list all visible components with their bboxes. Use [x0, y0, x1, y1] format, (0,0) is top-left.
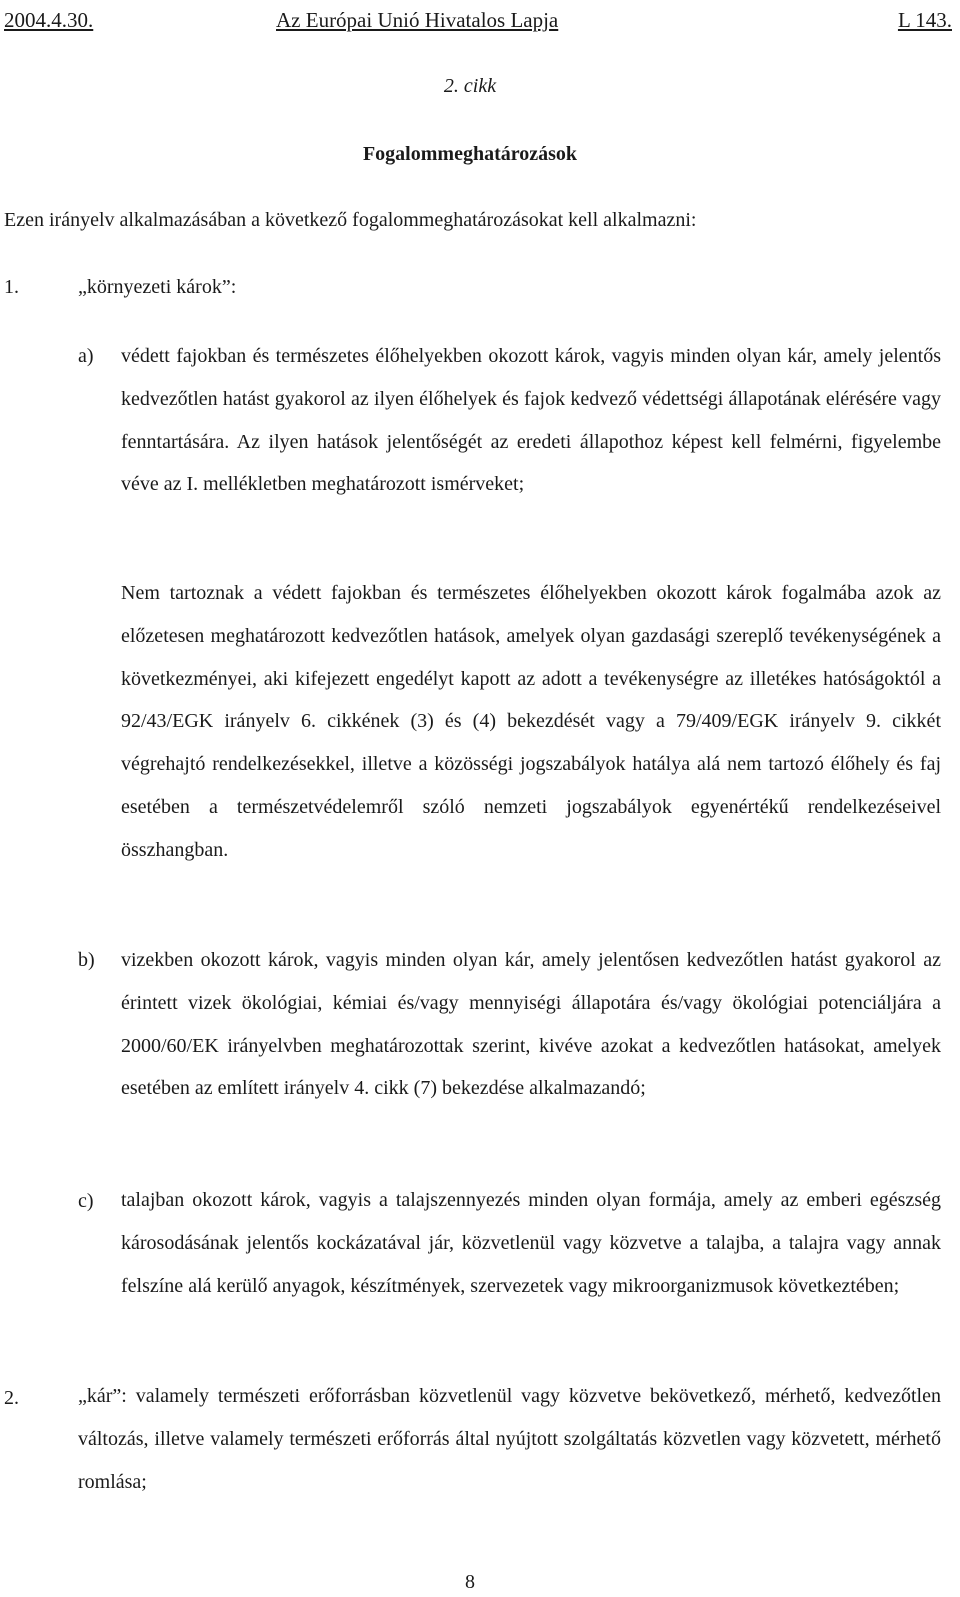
header-journal-title: Az Európai Unió Hivatalos Lapja — [276, 8, 559, 32]
page-number: 8 — [465, 1571, 475, 1593]
item-letter-c: c) — [78, 1190, 94, 1212]
definition-2-text: „kár”: valamely természeti erőforrásban közvetlenül vagy közvetve bekövetkező, mérhető, kedvezőtlen változás, illetve valamely természeti erőforrás által nyújtott szolgáltatás közvetlen vagy közvetett, mérhető romlása; — [78, 1385, 941, 1493]
definition-term: „környezeti károk”: — [78, 276, 237, 298]
definition-number: 1. — [4, 276, 19, 298]
item-a-paragraph-2: Nem tartoznak a védett fajokban és természetes élőhelyekben okozott károk fogalmába azok az előzetesen meghatározott kedvezőtlen hatások, amelyek olyan gazdasági szereplő tevékenységének a következményei, aki kifejezett engedélyt kapott az adott a tevékenységre az illetékes hatóságoktól a 92/43/EGK irányelv 6. cikkének (3) és (4) bekezdését vagy a 79/409/EGK irányelv 9. cikkét végrehajtó rendelkezésekkel, illetve a közösségi jogszabályok hatálya alá nem tartozó élőhely és faj esetében a természetvédelemről szóló nemzeti jogszabályok egyenértékű rendelkezéseivel összhangban. — [121, 582, 941, 861]
definition-number: 2. — [4, 1387, 19, 1409]
item-letter-b: b) — [78, 949, 95, 971]
article-number: 2. cikk — [443, 75, 497, 97]
article-title: Fogalommeghatározások — [362, 143, 578, 165]
header-date: 2004.4.30. — [4, 8, 94, 32]
header-issue-number: L 143. — [897, 8, 952, 32]
item-c-paragraph: talajban okozott károk, vagyis a talajszennyezés minden olyan formája, amely az emberi egészség károsodásának jelentős kockázatával jár, közvetlenül vagy közvetve a talajba, a talajra vagy annak felszíne alá kerülő anyagok, készítmények, szervezetek vagy mikroorganizmusok következtében; — [121, 1189, 941, 1297]
item-letter-a: a) — [78, 345, 94, 367]
item-b-paragraph: vizekben okozott károk, vagyis minden olyan kár, amely jelentősen kedvezőtlen hatást gyakorol az érintett vizek ökológiai, kémiai és/vagy mennyiségi állapotára és/vagy ökológiai potenciáljára a 2000/60/EK irányelvben meghatározottak szerint, kivéve azokat a kedvezőtlen hatásokat, amelyek esetében az említett irányelv 4. cikk (7) bekezdése alkalmazandó; — [121, 949, 941, 1100]
item-a-paragraph-1: védett fajokban és természetes élőhelyekben okozott károk, vagyis minden olyan kár, amely jelentős kedvezőtlen hatást gyakorol az ilyen élőhelyek és fajok kedvező védettségi állapotának elérésére vagy fenntartására. Az ilyen hatások jelentőségét az eredeti állapothoz képest kell felmérni, figyelembe véve az I. mellékletben meghatározott ismérveket; — [121, 345, 941, 496]
article-intro: Ezen irányelv alkalmazásában a következő fogalommeghatározásokat kell alkalmazni: — [4, 209, 697, 231]
page-header — [4, 6, 952, 34]
